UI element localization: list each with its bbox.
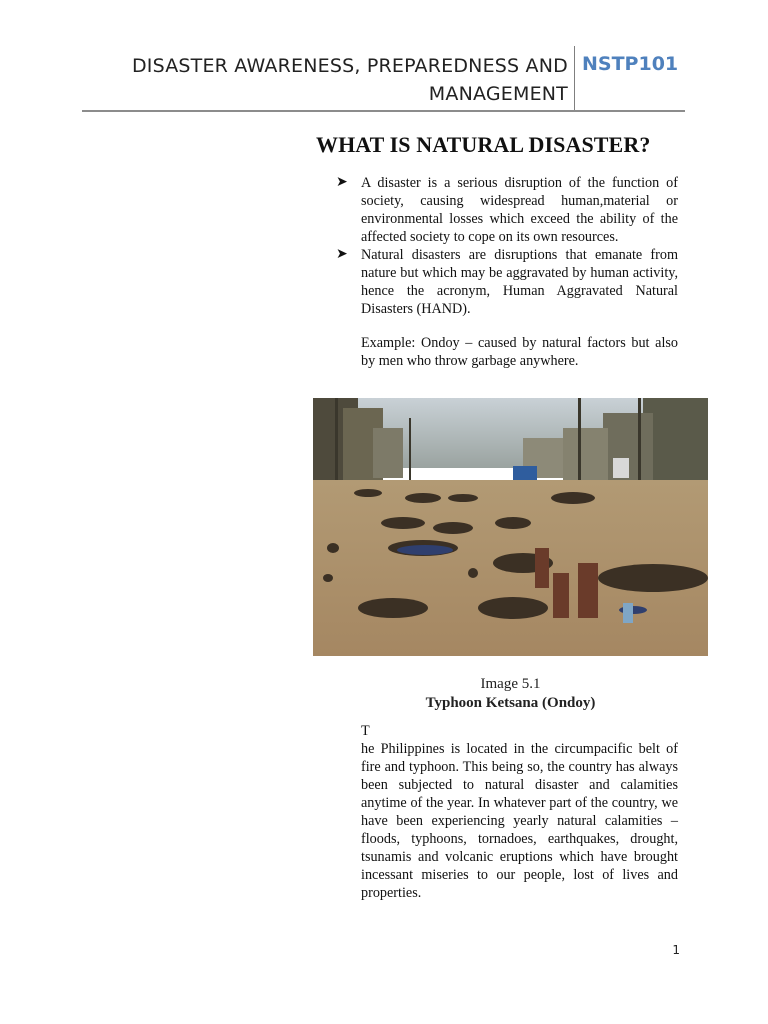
document-header-title: DISASTER AWARENESS, PREPAREDNESS AND MANAGEMENT [131, 55, 568, 105]
course-code: NSTP101 [582, 53, 679, 75]
example-text: Example: Ondoy – caused by natural factors but also by men who throw garbage anywhere. [361, 335, 678, 369]
page-number: 1 [672, 943, 680, 957]
bullet-text: A disaster is a serious disruption of the function of society, causing widespread human,material or environmental losses which exceed the ability of the affected society to cope on its own resources. [361, 175, 678, 245]
list-item [334, 246, 678, 318]
flood-photo [313, 398, 708, 656]
section-heading: WHAT IS NATURAL DISASTER? [316, 132, 651, 157]
body-paragraph: he Philippines is located in the circumpacific belt of fire and typhoon. This being so, the country has always been subjected to natural disaster and calamities anytime of the year. In whatever part of the country, we have been experiencing yearly natural calamities – floods, typhoons, tornadoes, earthquakes, drought, tsunamis and volcanic eruptions which have brought incessant miseries to our people, lost of lives and properties. [361, 741, 678, 901]
image-caption-title: Typhoon Ketsana (Ondoy) [425, 695, 596, 711]
arrow-bullet-icon: ➤ [336, 247, 348, 262]
definition-list [334, 174, 678, 318]
header-rule [82, 110, 685, 112]
header-divider [574, 46, 575, 111]
bullet-text: Natural disasters are disruptions that emanate from nature but which may be aggravated by human activity, hence the acronym, Human Aggravated Natural Disasters (HAND). [361, 247, 678, 317]
image-caption-number: Image 5.1 [480, 676, 541, 692]
paragraph-dropcap: T [361, 723, 370, 739]
list-item [334, 174, 678, 246]
arrow-bullet-icon: ➤ [336, 175, 348, 190]
